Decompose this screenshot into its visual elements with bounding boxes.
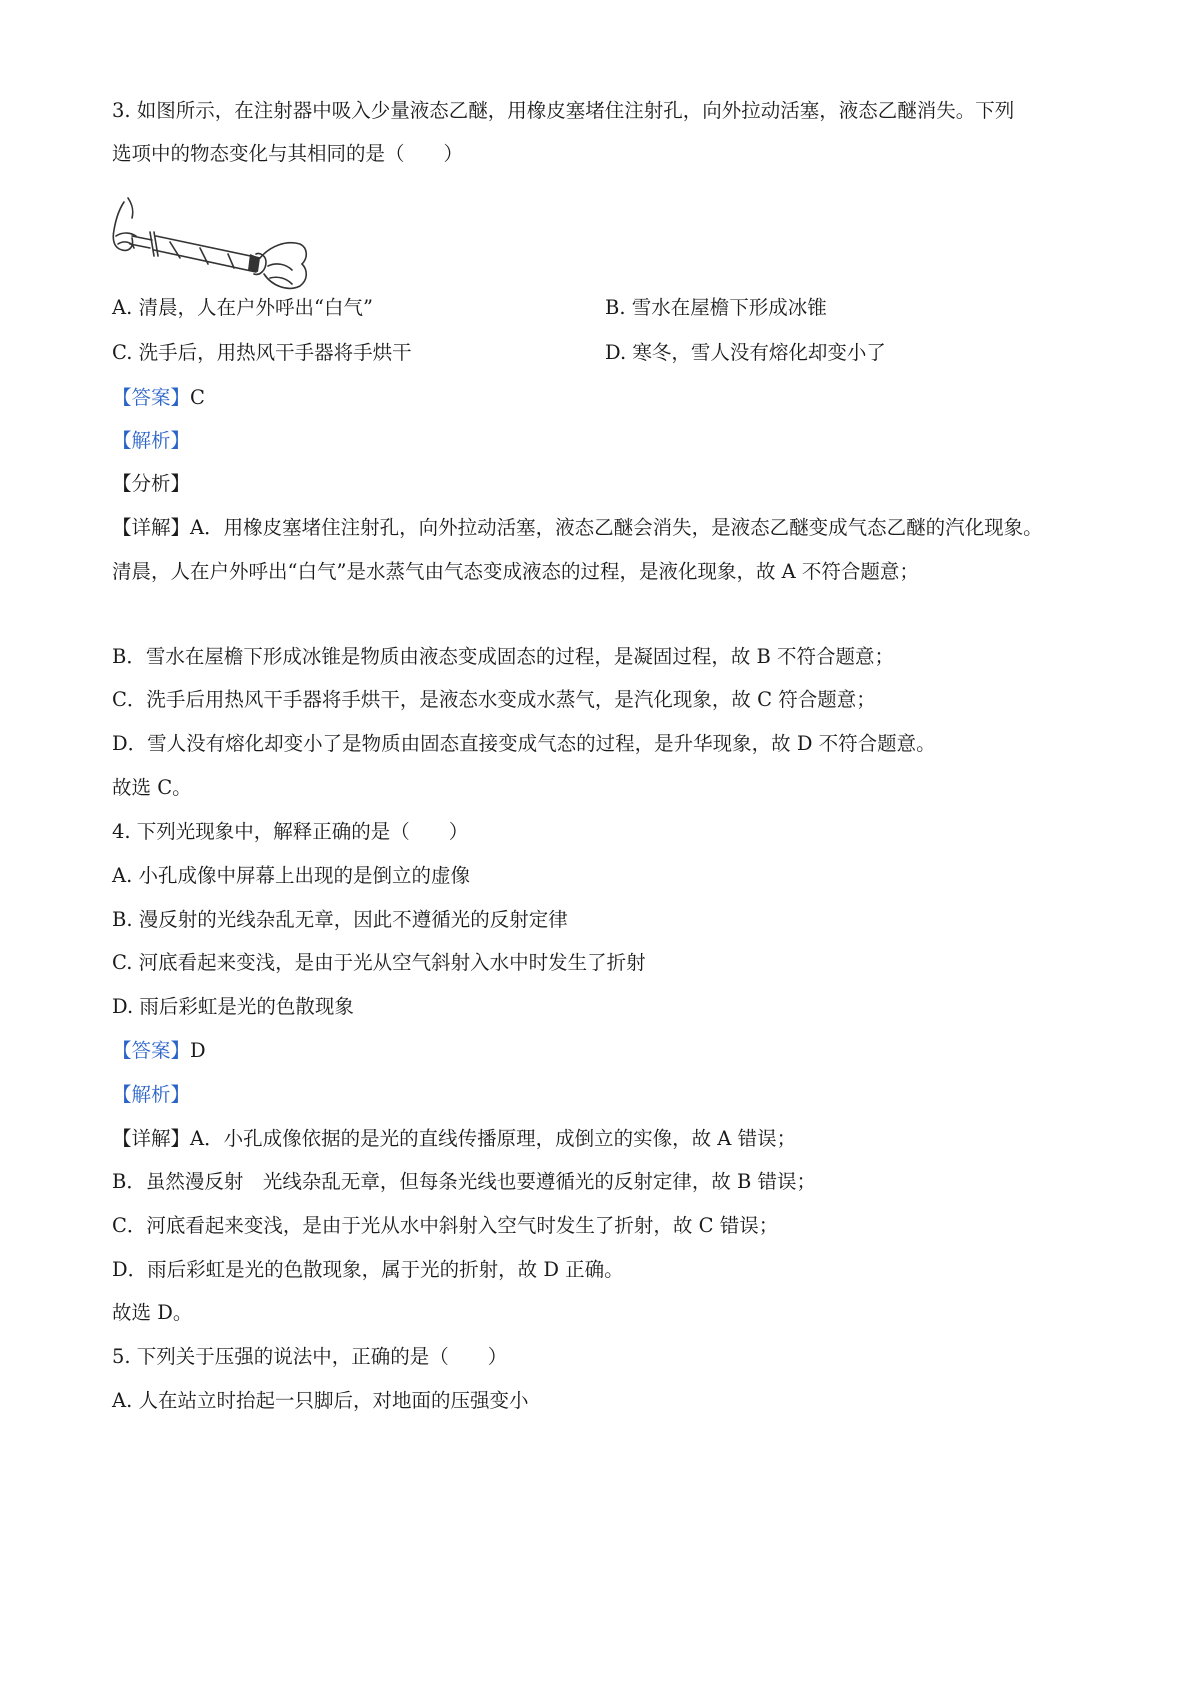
q4-option-b: B. 漫反射的光线杂乱无章，因此不遵循光的反射定律 [112, 908, 568, 931]
q3-detail-line2: 清晨，人在户外呼出“白气”是水蒸气由气态变成液态的过程，是液化现象，故 A 不符合题意； [112, 560, 919, 583]
q4-option-c: C. 河底看起来变浅，是由于光从空气斜射入水中时发生了折射 [112, 951, 646, 974]
q3-option-b: B. 雪水在屋檐下形成冰锥 [605, 296, 827, 319]
q3-stem-line1: 3. 如图所示，在注射器中吸入少量液态乙醚，用橡皮塞堵住注射孔，向外拉动活塞，液态乙醚消失。下列 [112, 99, 1015, 122]
q3-conclusion: 故选 C。 [112, 776, 192, 799]
q3-option-a: A. 清晨，人在户外呼出“白气” [112, 296, 373, 319]
q3-answer-value: C [190, 386, 205, 409]
q4-detail-c: C．河底看起来变浅，是由于光从水中斜射入空气时发生了折射，故 C 错误； [112, 1214, 779, 1237]
q4-detail-tag: 【详解】 [112, 1127, 191, 1150]
q3-detail-line1 [112, 513, 1043, 543]
syringe-illustration [110, 196, 310, 306]
q3-stem-line2: 选项中的物态变化与其相同的是（ ） [112, 142, 464, 165]
q3-option-d: D. 寒冬，雪人没有熔化却变小了 [605, 341, 886, 364]
q3-answer [112, 383, 205, 413]
q5-stem: 5. 下列关于压强的说法中，正确的是（ ） [112, 1345, 508, 1368]
q4-answer [112, 1036, 206, 1066]
q4-option-a: A. 小孔成像中屏幕上出现的是倒立的虚像 [112, 864, 470, 887]
q3-detail-b: B．雪水在屋檐下形成冰锥是物质由液态变成固态的过程，是凝固过程，故 B 不符合题意； [112, 645, 895, 668]
q4-stem: 4. 下列光现象中，解释正确的是（ ） [112, 820, 469, 843]
q4-detail-a-line [112, 1124, 796, 1154]
q3-detail-tag: 【详解】 [112, 516, 191, 539]
q4-analysis-tag: 【解析】 [112, 1083, 191, 1106]
q4-option-d: D. 雨后彩虹是光的色散现象 [112, 995, 354, 1018]
q4-detail-a: A．小孔成像依据的是光的直线传播原理，成倒立的实像，故 A 错误； [190, 1127, 797, 1150]
q3-answer-tag: 【答案】 [112, 386, 191, 409]
q3-detail-d: D．雪人没有熔化却变小了是物质由固态直接变成气态的过程，是升华现象，故 D 不符合题意。 [112, 732, 936, 755]
q4-answer-value: D [190, 1039, 206, 1062]
q5-option-a: A. 人在站立时抬起一只脚后，对地面的压强变小 [112, 1389, 529, 1412]
q3-option-c: C. 洗手后，用热风干手器将手烘干 [112, 341, 412, 364]
q4-conclusion: 故选 D。 [112, 1301, 193, 1324]
q3-analysis-tag: 【解析】 [112, 429, 191, 452]
q4-answer-tag: 【答案】 [112, 1039, 191, 1062]
q3-detail-c: C．洗手后用热风干手器将手烘干，是液态水变成水蒸气，是汽化现象，故 C 符合题意； [112, 688, 876, 711]
q3-fenxi: 【分析】 [112, 472, 191, 495]
q3-detail-text: A．用橡皮塞堵住注射孔，向外拉动活塞，液态乙醚会消失，是液态乙醚变成气态乙醚的汽化现象。 [190, 516, 1043, 539]
q4-detail-b: B．虽然漫反射 光线杂乱无章，但每条光线也要遵循光的反射定律，故 B 错误； [112, 1170, 817, 1193]
q4-detail-d: D．雨后彩虹是光的色散现象，属于光的折射，故 D 正确。 [112, 1258, 624, 1281]
